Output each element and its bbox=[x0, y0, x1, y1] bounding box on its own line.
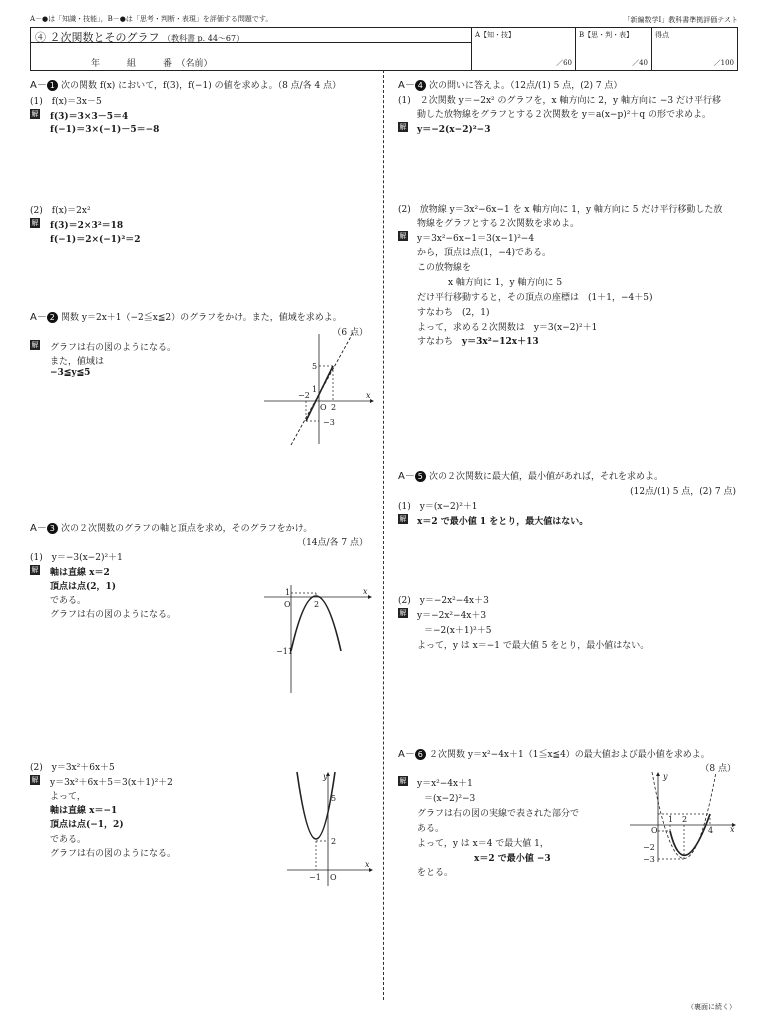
question-a6-header: A－ 6 ２次関数 y＝x²−4x＋1（1≦x≦4）の最大値および最小値を求めよ。 bbox=[398, 749, 710, 760]
score-b-max: ／40 bbox=[632, 59, 648, 67]
origin-label: O bbox=[330, 873, 337, 882]
question-a5-text: 次の２次関数に最大値，最小値があれば，それを求めよ。 bbox=[429, 472, 664, 482]
a6-line7: をとる。 bbox=[417, 868, 454, 878]
a3-part2-vertex: 頂点は点(−1，2) bbox=[50, 820, 124, 830]
tick-label-y5: 5 bbox=[312, 362, 318, 371]
answer-mark-icon: 解 bbox=[31, 219, 39, 227]
question-number-badge: 2 bbox=[47, 312, 58, 323]
a4-step5: だけ平行移動すると，その頂点の座標は (1＋1，−4＋5) bbox=[417, 293, 653, 303]
score-a-label: A【知・技】 bbox=[475, 31, 516, 39]
x-axis-label: x bbox=[366, 391, 371, 400]
y-axis-label: y bbox=[663, 772, 668, 781]
a4-part1-answer: y＝−2(x−2)²−3 bbox=[417, 125, 491, 135]
a6-line6: x＝2 で最小値 −3 bbox=[474, 854, 551, 864]
a5-part2: (2) y＝−2x²−4x＋3 bbox=[398, 596, 489, 606]
question-number-badge: 1 bbox=[47, 80, 58, 91]
y-axis-label: y bbox=[323, 772, 328, 781]
column-divider bbox=[383, 70, 384, 1000]
question-a3-header: A－ 3 次の２次関数のグラフの軸と頂点を求め，そのグラフをかけ。 bbox=[30, 523, 313, 534]
tick-label-y2: 2 bbox=[331, 837, 337, 846]
a4-part2-line2: 物線をグラフとする２次関数を求めよ。 bbox=[417, 219, 580, 229]
tick-label-y5: 5 bbox=[331, 794, 337, 803]
a6-line3: グラフは右の図の実線で表された部分で bbox=[417, 809, 580, 819]
tick-label-x2: 2 bbox=[331, 403, 337, 412]
answer-mark-icon: 解 bbox=[31, 566, 39, 574]
x-axis-label: x bbox=[730, 825, 735, 834]
a3-part2: (2) y＝3x²＋6x＋5 bbox=[30, 763, 115, 773]
graph-parabola-a6 bbox=[628, 770, 740, 865]
graph-linear-function bbox=[262, 332, 374, 447]
a2-line2: また，値域は bbox=[50, 357, 105, 367]
a6-points: （8 点） bbox=[700, 764, 736, 774]
a2-line1: グラフは右の図のようになる。 bbox=[50, 343, 177, 353]
a3-part1-vertex: 頂点は点(2，1) bbox=[50, 582, 117, 592]
a5-points: (12点/(1) 5 点，(2) 7 点) bbox=[630, 487, 736, 497]
question-a1-text: 次の関数 f(x) において，f(3)，f(−1) の値を求めよ。（8 点/各 4 点） bbox=[61, 81, 342, 91]
score-total-max: ／100 bbox=[713, 59, 734, 67]
a6-line5: よって，y は x＝4 で最大値 1， bbox=[417, 839, 549, 849]
a1-part2: (2) f(x)＝2x² bbox=[30, 206, 91, 216]
a5-part1: (1) y＝(x−2)²＋1 bbox=[398, 502, 478, 512]
tick-label-yn3: −3 bbox=[323, 418, 335, 427]
a4-step7: よって，求める２次関数は y＝3(x−2)²＋1 bbox=[417, 323, 598, 333]
question-number-badge: 5 bbox=[415, 471, 426, 482]
origin-label: O bbox=[284, 600, 291, 609]
a2-points: （6 点） bbox=[332, 328, 368, 338]
unit-number: ④ bbox=[35, 31, 46, 44]
a6-line1: y＝x²−4x＋1 bbox=[417, 779, 473, 789]
origin-label: O bbox=[651, 826, 658, 835]
a4-step1: y＝3x²−6x−1＝3(x−1)²−4 bbox=[417, 234, 535, 244]
question-a2-header: A－ 2 関数 y＝2x＋1（−2≦x≦2）のグラフをかけ。また，値域を求めよ。 bbox=[30, 312, 342, 323]
a1-part2-ans2: f(−1)＝2×(−1)²＝2 bbox=[50, 235, 141, 245]
answer-mark-icon: 解 bbox=[399, 609, 407, 617]
x-axis-label: x bbox=[363, 587, 368, 596]
answer-mark-icon: 解 bbox=[399, 232, 407, 240]
a4-part1-line2: 動した放物線をグラフとする２次関数を y＝a(x−p)²＋q の形で求めよ。 bbox=[417, 110, 711, 120]
question-a4-header: A－ 4 次の問いに答えよ。（12点/(1) 5 点，(2) 7 点） bbox=[398, 80, 623, 91]
tick-label-xn2: −2 bbox=[298, 391, 310, 400]
x-axis-label: x bbox=[365, 860, 370, 869]
origin-label: O bbox=[320, 403, 327, 412]
a5-part2-step2: ＝−2(x＋1)²＋5 bbox=[424, 626, 492, 636]
tick-label-x4: 4 bbox=[708, 826, 714, 835]
a3-part2-so: よって， bbox=[50, 792, 86, 802]
a3-part1-tail: である。 bbox=[50, 596, 87, 606]
tick-label-yn11: −11 bbox=[276, 647, 293, 656]
answer-mark-icon: 解 bbox=[31, 776, 39, 784]
textbook-pages: （教科書 p. 44～67） bbox=[163, 34, 245, 43]
score-total-label: 得点 bbox=[655, 31, 669, 39]
answer-mark-icon: 解 bbox=[399, 123, 407, 131]
tick-label-yn3: −3 bbox=[643, 855, 655, 864]
a3-part2-graph-note: グラフは右の図のようになる。 bbox=[50, 849, 177, 859]
unit-title: ２次関数とそのグラフ bbox=[49, 31, 160, 44]
a4-step8-prefix: すなわち bbox=[417, 337, 454, 347]
question-number-badge: 4 bbox=[415, 80, 426, 91]
a3-part2-complete-square: y＝3x²＋6x＋5＝3(x＋1)²＋2 bbox=[50, 778, 173, 788]
a4-part1-line1: (1) ２次関数 y＝−2x² のグラフを，x 軸方向に 2，y 軸方向に −3 だけ平行移 bbox=[398, 96, 721, 106]
a6-line2: ＝(x−2)²−3 bbox=[424, 794, 476, 804]
a4-final-answer: y＝3x²−12x＋13 bbox=[461, 337, 539, 347]
answer-mark-icon: 解 bbox=[399, 515, 407, 523]
a1-part1: (1) f(x)＝3x－5 bbox=[30, 97, 102, 107]
a3-part2-tail: である。 bbox=[50, 835, 87, 845]
question-a5-header: A－ 5 次の２次関数に最大値，最小値があれば，それを求めよ。 bbox=[398, 471, 664, 482]
tick-label-x1: 1 bbox=[668, 815, 674, 824]
score-total-box bbox=[651, 28, 737, 70]
a4-step3: この放物線を bbox=[417, 263, 472, 273]
tick-label-x2: 2 bbox=[314, 600, 320, 609]
answer-mark-icon: 解 bbox=[31, 110, 39, 118]
a4-step4: x 軸方向に 1，y 軸方向に 5 bbox=[448, 278, 563, 288]
graph-parabola-a3-2 bbox=[285, 770, 375, 888]
answer-mark-icon: 解 bbox=[31, 341, 39, 349]
a1-part2-ans1: f(3)＝2×3²＝18 bbox=[50, 221, 124, 231]
a4-part2-line1: (2) 放物線 y＝3x²−6x−1 を x 軸方向に 1，y 軸方向に 5 だけ平行移動した放 bbox=[398, 205, 723, 215]
a3-points: （14点/各 7 点） bbox=[297, 538, 368, 548]
tick-label-x2: 2 bbox=[682, 815, 688, 824]
score-b-label: B【思・判・表】 bbox=[579, 31, 634, 39]
a4-step2: から，頂点は点(1，−4)である。 bbox=[417, 248, 552, 258]
score-b-box bbox=[575, 28, 651, 70]
a5-part2-answer: よって，y は x＝−1 で最大値 5 をとり，最小値はない。 bbox=[417, 641, 650, 651]
a1-part1-ans1: f(3)＝3×3－5＝4 bbox=[50, 112, 129, 122]
a5-part1-answer: x＝2 で最小値 1 をとり，最大値はない。 bbox=[417, 517, 589, 527]
question-a2-text: 関数 y＝2x＋1（−2≦x≦2）のグラフをかけ。また，値域を求めよ。 bbox=[61, 313, 342, 323]
score-a-max: ／60 bbox=[556, 59, 572, 67]
question-number-badge: 3 bbox=[47, 523, 58, 534]
tick-label-y1: 1 bbox=[285, 588, 291, 597]
a3-part1-graph-note: グラフは右の図のようになる。 bbox=[50, 610, 177, 620]
tick-label-y1: 1 bbox=[312, 385, 318, 394]
a5-part2-step1: y＝−2x²−4x＋3 bbox=[417, 611, 487, 621]
header-table bbox=[30, 27, 738, 71]
series-title: 「新編数学Ⅰ」教科書準拠評価テスト bbox=[623, 16, 738, 24]
question-a6-text: ２次関数 y＝x²−4x＋1（1≦x≦4）の最大値および最小値を求めよ。 bbox=[429, 750, 710, 760]
continued-note: （裏面に続く） bbox=[687, 1003, 736, 1011]
question-a1-header: A－ 1 次の関数 f(x) において，f(3)，f(−1) の値を求めよ。（8 点/各 4 点） bbox=[30, 80, 342, 91]
question-a4-text: 次の問いに答えよ。（12点/(1) 5 点，(2) 7 点） bbox=[429, 81, 623, 91]
tick-label-xn1: −1 bbox=[309, 873, 321, 882]
a3-part1-axis: 軸は直線 x＝2 bbox=[50, 568, 110, 578]
question-number-badge: 6 bbox=[415, 749, 426, 760]
tick-label-yn2: −2 bbox=[643, 843, 655, 852]
graph-parabola-a3-1 bbox=[262, 585, 374, 695]
a2-range: −3≦y≦5 bbox=[50, 368, 91, 378]
class-name-line: 年 組 番 （名前） bbox=[91, 59, 213, 69]
a3-part2-axis: 軸は直線 x＝−1 bbox=[50, 806, 118, 816]
answer-mark-icon: 解 bbox=[399, 777, 407, 785]
score-a-box bbox=[471, 28, 575, 70]
a3-part1: (1) y＝−3(x−2)²＋1 bbox=[30, 553, 123, 563]
a4-step6: すなわち (2，1) bbox=[417, 308, 490, 318]
a1-part1-ans2: f(−1)＝3×(−1)－5＝−8 bbox=[50, 125, 160, 135]
a6-line4: ある。 bbox=[417, 824, 445, 834]
question-a3-text: 次の２次関数のグラフの軸と頂点を求め，そのグラフをかけ。 bbox=[61, 524, 313, 534]
instruction-note: A－●は「知識・技能」，B－●は「思考・判断・表現」を評価する問題です。 bbox=[30, 15, 273, 23]
